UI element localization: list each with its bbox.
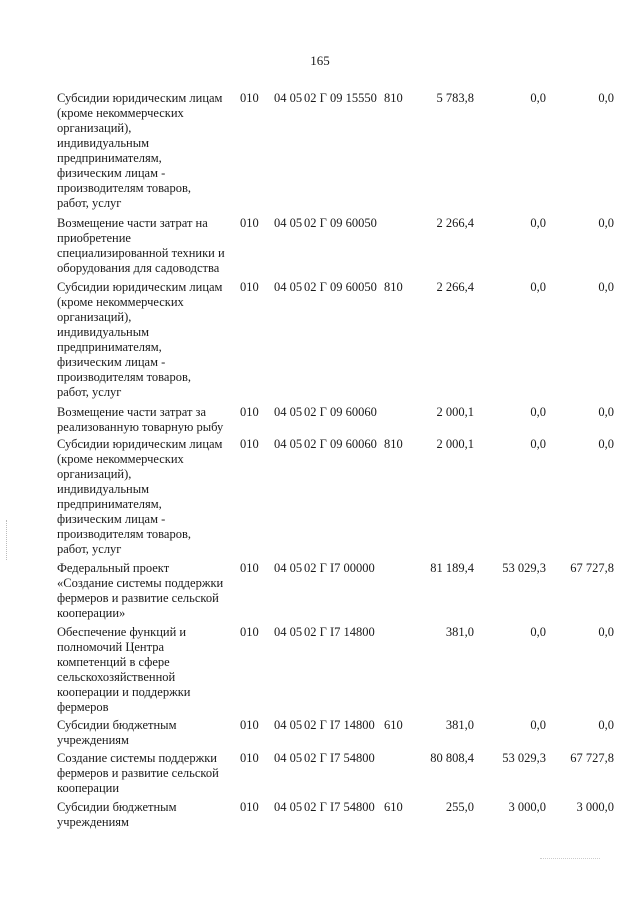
row-name-line: полномочий Центра	[57, 640, 165, 654]
row-name-line: (кроме некоммерческих	[57, 295, 184, 309]
target-article-code: 02 Г I7 54800	[304, 751, 375, 765]
value-2023: 2 266,4	[436, 216, 474, 230]
row-name-line: индивидуальным	[57, 325, 150, 339]
row-name-line: Субсидии юридическим лицам	[57, 437, 223, 451]
row-name-line: кооперации	[57, 781, 120, 795]
row-name-line: Субсидии бюджетным	[57, 800, 177, 814]
row-name-line: организаций),	[57, 467, 132, 481]
value-2024: 0,0	[530, 216, 546, 230]
row-name	[57, 800, 239, 830]
ministry-code: 010	[240, 437, 259, 451]
value-2024: 3 000,0	[508, 800, 546, 814]
target-article-code: 02 Г 09 60050	[304, 216, 377, 230]
row-name-line: фермеров и развитие сельской	[57, 591, 219, 605]
row-name-line: приобретение	[57, 231, 131, 245]
row-name	[57, 561, 239, 621]
section-code: 04 05	[274, 216, 303, 230]
value-2025: 67 727,8	[570, 751, 614, 765]
row-name	[57, 405, 239, 435]
ministry-code: 010	[240, 751, 259, 765]
expense-type-code: 610	[384, 718, 403, 732]
value-2023: 2 266,4	[436, 280, 474, 294]
row-name	[57, 751, 239, 796]
value-2023: 81 189,4	[430, 561, 474, 575]
row-name-line: индивидуальным	[57, 482, 150, 496]
row-name-line: работ, услуг	[57, 542, 122, 556]
ministry-code: 010	[240, 800, 259, 814]
row-name-line: Субсидии юридическим лицам	[57, 280, 223, 294]
scan-margin-mark	[6, 520, 9, 560]
expense-type-code: 610	[384, 800, 403, 814]
value-2025: 0,0	[598, 437, 614, 451]
row-name-line: Возмещение части затрат на	[57, 216, 208, 230]
row-name	[57, 91, 239, 211]
value-2025: 0,0	[598, 405, 614, 419]
value-2024: 0,0	[530, 625, 546, 639]
value-2024: 0,0	[530, 437, 546, 451]
value-2024: 0,0	[530, 405, 546, 419]
ministry-code: 010	[240, 216, 259, 230]
row-name-line: учреждениям	[57, 815, 129, 829]
row-name-line: предпринимателям,	[57, 151, 162, 165]
ministry-code: 010	[240, 405, 259, 419]
row-name-line: физическим лицам -	[57, 355, 166, 369]
section-code: 04 05	[274, 561, 303, 575]
value-2024: 53 029,3	[502, 751, 546, 765]
row-name-line: Создание системы поддержки	[57, 751, 217, 765]
value-2025: 3 000,0	[576, 800, 614, 814]
row-name-line: компетенций в сфере	[57, 655, 170, 669]
row-name-line: Возмещение части затрат за	[57, 405, 207, 419]
target-article-code: 02 Г I7 14800	[304, 625, 375, 639]
row-name	[57, 625, 239, 715]
target-article-code: 02 Г 09 15550	[304, 91, 377, 105]
section-code: 04 05	[274, 91, 303, 105]
value-2023: 2 000,1	[436, 405, 474, 419]
target-article-code: 02 Г 09 60050	[304, 280, 377, 294]
row-name-line: организаций),	[57, 121, 132, 135]
value-2024: 0,0	[530, 280, 546, 294]
row-name-line: Федеральный проект	[57, 561, 170, 575]
section-code: 04 05	[274, 405, 303, 419]
row-name-line: (кроме некоммерческих	[57, 452, 184, 466]
value-2025: 0,0	[598, 216, 614, 230]
value-2024: 0,0	[530, 718, 546, 732]
row-name	[57, 437, 239, 557]
ministry-code: 010	[240, 561, 259, 575]
row-name	[57, 718, 239, 748]
row-name-line: физическим лицам -	[57, 512, 166, 526]
section-code: 04 05	[274, 437, 303, 451]
value-2025: 67 727,8	[570, 561, 614, 575]
section-code: 04 05	[274, 625, 303, 639]
ministry-code: 010	[240, 718, 259, 732]
section-code: 04 05	[274, 718, 303, 732]
row-name-line: специализированной техники и	[57, 246, 225, 260]
value-2023: 381,0	[445, 718, 474, 732]
value-2023: 381,0	[445, 625, 474, 639]
value-2025: 0,0	[598, 91, 614, 105]
section-code: 04 05	[274, 800, 303, 814]
target-article-code: 02 Г I7 00000	[304, 561, 375, 575]
ministry-code: 010	[240, 625, 259, 639]
row-name-line: оборудования для садоводства	[57, 261, 220, 275]
row-name-line: фермеров	[57, 700, 109, 714]
value-2024: 0,0	[530, 91, 546, 105]
row-name-line: производителям товаров,	[57, 527, 191, 541]
scan-artifact	[540, 858, 600, 869]
row-name-line: производителям товаров,	[57, 181, 191, 195]
target-article-code: 02 Г 09 60060	[304, 405, 377, 419]
row-name-line: индивидуальным	[57, 136, 150, 150]
section-code: 04 05	[274, 751, 303, 765]
value-2023: 5 783,8	[436, 91, 474, 105]
row-name	[57, 280, 239, 400]
row-name-line: предпринимателям,	[57, 497, 162, 511]
expense-type-code: 810	[384, 91, 403, 105]
row-name-line: «Создание системы поддержки	[57, 576, 224, 590]
row-name-line: производителям товаров,	[57, 370, 191, 384]
row-name-line: (кроме некоммерческих	[57, 106, 184, 120]
row-name-line: Субсидии бюджетным	[57, 718, 177, 732]
row-name-line: сельскохозяйственной	[57, 670, 176, 684]
expense-type-code: 810	[384, 437, 403, 451]
target-article-code: 02 Г I7 14800	[304, 718, 375, 732]
value-2025: 0,0	[598, 280, 614, 294]
row-name-line: работ, услуг	[57, 196, 122, 210]
value-2025: 0,0	[598, 718, 614, 732]
row-name-line: организаций),	[57, 310, 132, 324]
row-name-line: физическим лицам -	[57, 166, 166, 180]
value-2025: 0,0	[598, 625, 614, 639]
expense-type-code: 810	[384, 280, 403, 294]
value-2024: 53 029,3	[502, 561, 546, 575]
row-name-line: работ, услуг	[57, 385, 122, 399]
ministry-code: 010	[240, 280, 259, 294]
row-name-line: кооперации и поддержки	[57, 685, 191, 699]
value-2023: 2 000,1	[436, 437, 474, 451]
row-name-line: Субсидии юридическим лицам	[57, 91, 223, 105]
target-article-code: 02 Г 09 60060	[304, 437, 377, 451]
row-name-line: учреждениям	[57, 733, 129, 747]
value-2023: 255,0	[445, 800, 474, 814]
page-number: 165	[310, 53, 330, 68]
row-name-line: реализованную товарную рыбу	[57, 420, 224, 434]
row-name-line: кооперации»	[57, 606, 126, 620]
row-name	[57, 216, 239, 276]
row-name-line: предпринимателям,	[57, 340, 162, 354]
row-name-line: фермеров и развитие сельской	[57, 766, 219, 780]
row-name-line: Обеспечение функций и	[57, 625, 187, 639]
value-2023: 80 808,4	[430, 751, 474, 765]
section-code: 04 05	[274, 280, 303, 294]
ministry-code: 010	[240, 91, 259, 105]
target-article-code: 02 Г I7 54800	[304, 800, 375, 814]
